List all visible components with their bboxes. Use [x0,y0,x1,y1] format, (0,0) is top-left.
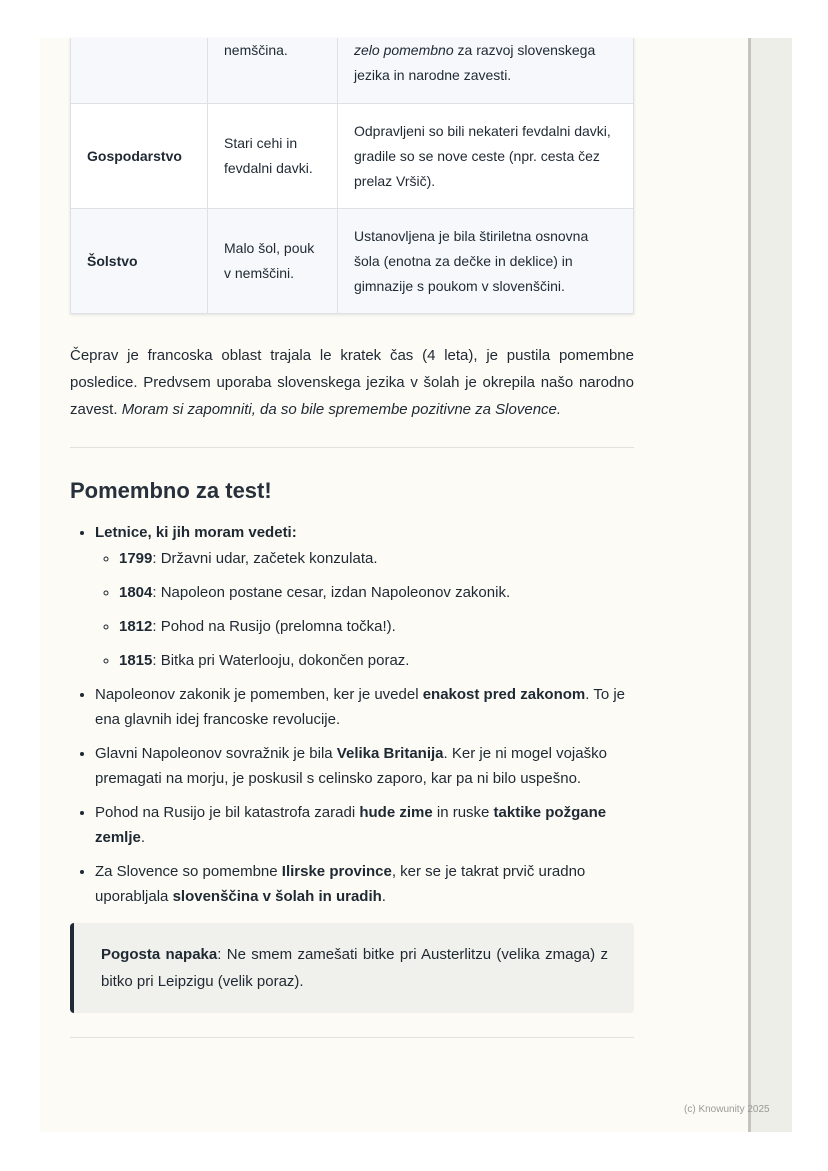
after-cell-text: zelo pomembno [354,42,454,58]
key-point-emphasis: Velika Britanija [336,745,444,762]
callout-text: : Ne smem zamešati bitke pri Austerlitzu (velika zmaga) z bitko pri Leipzigu (velik poraz). [101,946,608,990]
after-cell-text: Odpravljeni so bili nekateri fevdalni davki, gradile so se nove ceste (npr. cesta čez prelaz Vršič). [354,122,611,189]
key-point-emphasis: taktike požgane zemlje [95,804,607,846]
side-margin-panel [748,38,792,1132]
key-point-emphasis: slovenščina v šolah in uradih [172,888,382,905]
date-description: : Pohod na Rusijo (prelomna točka!). [152,618,396,635]
key-point-item [95,741,634,791]
after-cell [338,104,634,209]
date-description: : Državni udar, začetek konzulata. [152,550,378,567]
key-point-item [95,859,634,909]
date-description: : Bitka pri Waterlooju, dokončen poraz. [152,652,410,669]
date-item [119,614,634,639]
date-description: : Napoleon postane cesar, izdan Napoleonov zakonik. [152,584,511,601]
area-cell: Gospodarstvo [71,104,208,209]
after-cell [338,38,634,104]
after-cell [338,209,634,314]
summary-end: . [556,401,562,418]
after-cell-text: Ustanovljena je bila štiriletna osnovna šola (enotna za dečke in deklice) in gimnazije s poukom v slovenščini. [354,227,589,294]
key-point-text: in ruske [432,804,494,821]
date-year: 1804 [119,584,153,601]
area-cell: Šolstvo [71,209,208,314]
key-point-text: . [381,888,386,905]
key-point-text: . Ker je ni mogel vojaško premagati na morju, je poskusil s celinsko zaporo, kar pa ni bilo uspešno. [95,745,607,787]
comparison-table [70,38,634,314]
document-content [70,38,634,1038]
document-page [40,38,748,1132]
key-point-text: Napoleonov zakonik je pomemben, ker je uvedel [95,686,423,703]
divider [70,447,634,448]
summary-paragraph [70,342,634,423]
before-cell: Stari cehi in fevdalni davki. [208,104,338,209]
key-point-text: Glavni Napoleonov sovražnik je bila [95,745,337,762]
key-point-emphasis: enakost pred zakonom [422,686,586,703]
key-point-item [95,682,634,732]
key-point-text: . [140,829,146,846]
callout-label: Pogosta napaka [101,946,218,963]
after-cell-text: za razvoj slovenskega jezika in narodne zavesti. [354,42,596,83]
key-points-list [70,520,634,909]
summary-text: Čeprav je francoska oblast trajala le kratek čas (4 leta), je pustila pomembne posledice. Predvsem uporaba slovenskega jezika v šolah je okrepila našo narodno zavest. [70,347,634,418]
date-item [119,580,634,605]
date-item [119,546,634,571]
dates-heading: Letnice, ki jih moram vedeti: [95,524,297,541]
key-point-item [95,800,634,850]
date-year: 1815 [119,652,153,669]
key-point-text: . To je ena glavnih idej francoske revolucije. [95,686,625,728]
summary-emphasis: Moram si zapomniti, da so bile spremembe pozitivne za Slovence [121,401,557,418]
dates-list [95,546,634,673]
key-point-emphasis: Ilirske province [281,863,392,880]
key-point-emphasis: hude zime [359,804,433,821]
section-title: Pomembno za test! [70,478,272,503]
key-point-text: Pohod na Rusijo je bil katastrofa zaradi [95,804,360,821]
bottom-divider [70,1037,634,1038]
common-mistake-callout [70,923,634,1013]
area-cell [71,38,208,104]
table-row [71,209,634,314]
key-point-text: Za Slovence so pomembne [95,863,282,880]
table-row [71,38,634,104]
table-row [71,104,634,209]
date-item [119,648,634,673]
before-cell: nemščina. [208,38,338,104]
key-point-text: , ker se je takrat prvič uradno uporabljala [95,863,586,905]
copyright-text: (c) Knowunity 2025 [684,1104,770,1115]
dates-list-item [95,520,634,673]
before-cell: Malo šol, pouk v nemščini. [208,209,338,314]
date-year: 1812 [119,618,153,635]
date-year: 1799 [119,550,153,567]
